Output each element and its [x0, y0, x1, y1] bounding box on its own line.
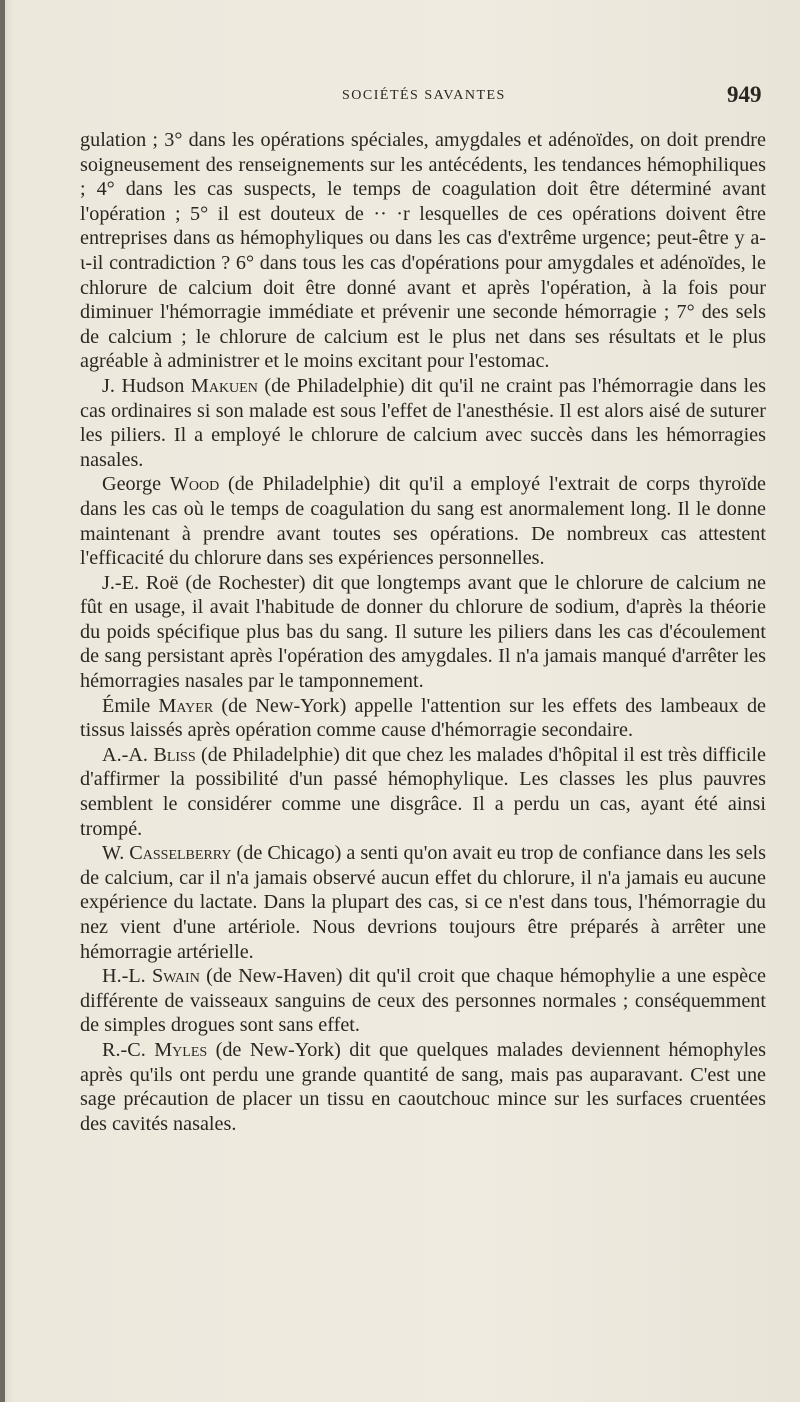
- paragraph-makuen: [80, 374, 766, 472]
- speaker-name: Bliss: [153, 743, 196, 766]
- paragraph-myles: [80, 1038, 766, 1136]
- speaker-name: Myles: [154, 1038, 208, 1061]
- paragraph-text: (de New-Haven) dit qu'il croit que chaque hémophylie a une espèce différente de vaisseaux sanguins de ceux des personnes normales ; conséquemment de simples drogues sont sans effet.: [80, 965, 766, 1037]
- page-header: [0, 82, 800, 112]
- paragraph-text: (de Rochester) dit que longtemps avant que le chlorure de calcium ne fût en usage, il avait l'habitude de donner du chlorure de sodium, d'après la théorie du poids spécifique plus bas du sang. Il suture les piliers dans les cas d'écoulement de sang persistant après l'opération des amygdales. Il n'a jamais manqué d'arrêter les hémorragies nasales par le tamponnement.: [80, 571, 766, 693]
- paragraph-continued: [80, 128, 766, 374]
- speaker-name: Swain: [152, 965, 200, 988]
- speaker-initials: George: [102, 473, 170, 496]
- paragraph-bliss: [80, 743, 766, 841]
- speaker-name: Mayer: [158, 694, 214, 717]
- paragraph-text: (de Philadelphie) dit qu'il ne craint pas l'hémorragie dans les cas ordinaires si son malade est sous l'effet de l'anesthésie. Il est alors aisé de suturer les piliers. Il a employé le chlorure de calcium avec succès dans les hémorragies nasales.: [80, 374, 766, 471]
- paragraph-wood: [80, 472, 766, 570]
- speaker-initials: H.-L.: [102, 965, 153, 988]
- speaker-initials: J. Hudson: [102, 374, 191, 397]
- page-number: 949: [727, 82, 762, 107]
- paragraph-swain: [80, 964, 766, 1038]
- paragraph-text: gulation ; 3° dans les opérations spéciales, amygdales et adénoïdes, on doit prendre soigneusement des renseignements sur les antécédents, les tendances hémophiliques ; 4° dans les cas suspects, le temps de coagulation doit être déterminé avant l'opération ; 5° il est douteux de ·· ·r lesquelles de ces opérations doivent être entreprises dans ɑs hémophyliques ou dans les cas d'extrême urgence; peut-être y a-ι-il contradiction ? 6° dans tous les cas d'opérations pour amygdales et adénoïdes, le chlorure de calcium doit être donné avant et après l'opération, à la fois pour diminuer l'hémorragie immédiate et prévenir une seconde hémorragie ; 7° des sels de calcium ; le chlorure de calcium est le plus net dans ses résultats et le plus agréable à administrer et le moins excitant pour l'estomac.: [80, 129, 766, 373]
- article-body: [80, 128, 766, 1136]
- paragraph-text: (de New-York) dit que quelques malades deviennent hémophyles après qu'ils ont perdu une grande quantité de sang, mais pas auparavant. C'est une sage précaution de placer un tissu en caoutchouc mince sur les surfaces cruentées des cavités nasales.: [80, 1038, 767, 1135]
- page-spine-edge: [0, 0, 5, 1402]
- speaker-name: Casselberry: [129, 842, 232, 865]
- speaker-initials: W.: [102, 842, 130, 865]
- speaker-initials: A.-A.: [102, 743, 154, 766]
- running-title: SOCIÉTÉS SAVANTES: [342, 88, 506, 103]
- speaker-name: Wood: [169, 473, 220, 496]
- speaker-name: J.-E. Roë: [102, 571, 179, 594]
- paragraph-text: (de Philadelphie) dit que chez les malades d'hôpital il est très difficile d'affirmer la possibilité d'un passé hémophylique. Les classes les plus pauvres semblent le considérer comme une disgrâce. Il a perdu un cas, ayant été ainsi trompé.: [80, 743, 766, 840]
- paragraph-casselberry: [80, 841, 766, 964]
- speaker-initials: Émile: [102, 694, 159, 717]
- paragraph-text: (de Philadelphie) dit qu'il a employé l'extrait de corps thyroïde dans les cas où le temps de coagulation du sang est anormalement long. Il le donne maintenant à prendre avant toutes ses opérations. De nombreux cas attestent l'efficacité du chlorure dans ses expériences personnelles.: [80, 473, 767, 570]
- paragraph-text: (de New-York) appelle l'attention sur les effets des lambeaux de tissus laissés après opération comme cause d'hémorragie secondaire.: [80, 694, 766, 742]
- paragraph-text: (de Chicago) a senti qu'on avait eu trop de confiance dans les sels de calcium, car il n'a jamais observé aucun effet du chlorure, il n'a jamais eu aucune expérience du lactate. Dans la plupart des cas, si ce n'est dans tous, l'hémorragie du nez vient d'une artériole. Nous devrions toujours être préparés à arrêter une hémorragie artérielle.: [80, 842, 766, 963]
- paragraph-mayer: [80, 694, 766, 743]
- paragraph-roe: [80, 571, 766, 694]
- speaker-initials: R.-C.: [102, 1038, 155, 1061]
- speaker-name: Makuen: [190, 374, 258, 397]
